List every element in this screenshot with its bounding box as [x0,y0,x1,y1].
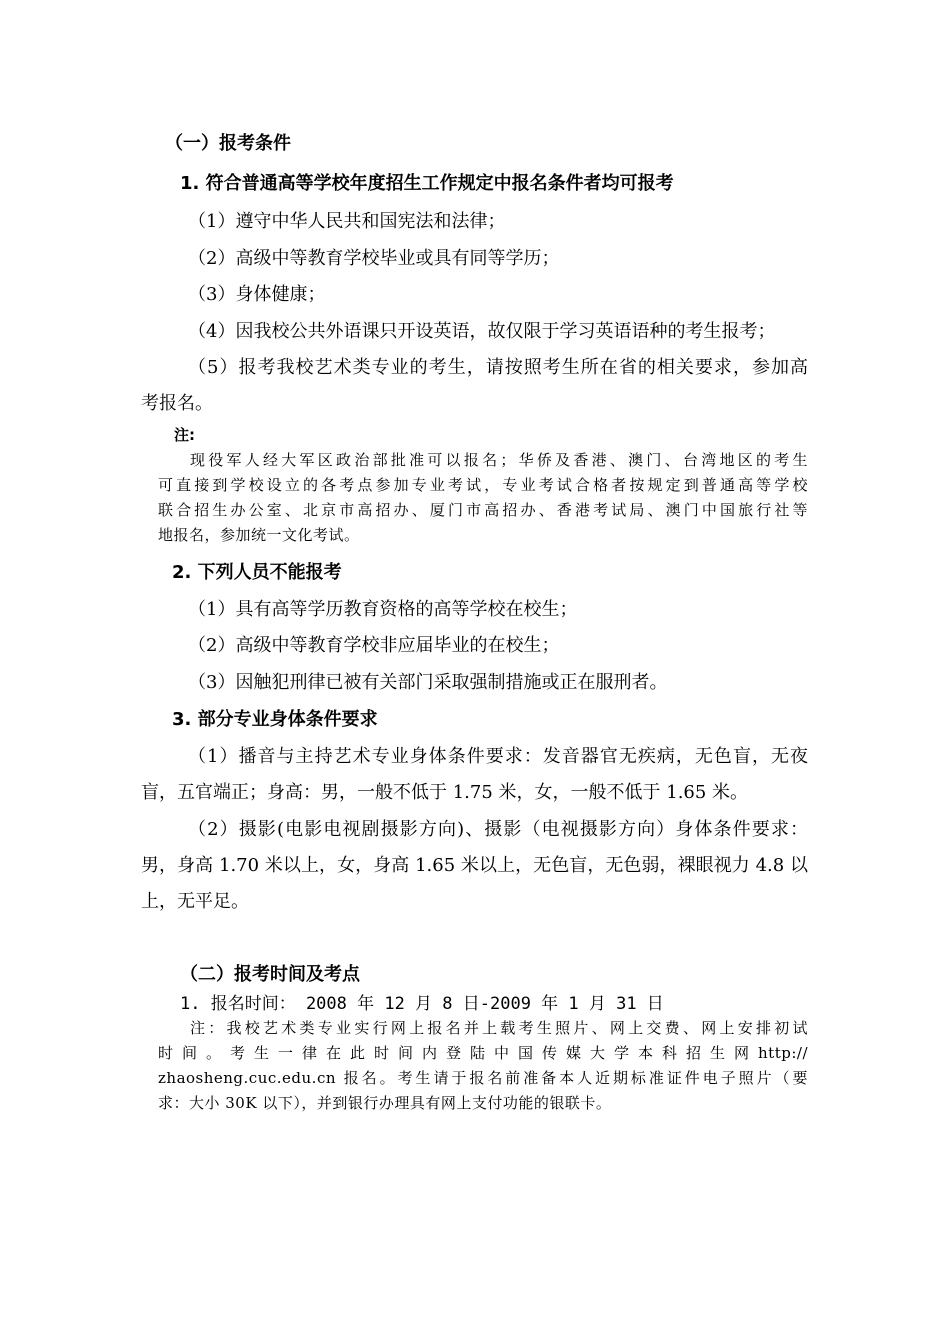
item-title-physical: 3. 部分专业身体条件要求 [172,709,378,730]
list-item: （2）高级中等教育学校非应届毕业的在校生； [188,635,560,656]
section-heading-requirements: （一）报考条件 [165,133,291,154]
note-text: 时 间 。 考 生 一 律 在 此 时 间 内 登 陆 中 国 传 媒 大 学 本 科 招 生 网 http:// [158,1044,808,1062]
list-item: （1）播音与主持艺术专业身体条件要求：发音器官无疾病，无色盲，无夜 [188,746,808,767]
note-text: zhaosheng.cuc.edu.cn 报名。考生请于报名前准备本人近期标准证件电子照片（要 [158,1069,808,1087]
list-item: （1）遵守中华人民共和国宪法和法律； [188,211,506,232]
item-title-ineligible: 2. 下列人员不能报考 [172,562,342,583]
note-text: 注：我校艺术类专业实行网上报名并上载考生照片、网上交费、网上安排初试 [190,1019,808,1037]
list-item: （2）摄影(电影电视剧摄影方向)、摄影（电视摄影方向）身体条件要求： [188,819,808,840]
note-text: 可直接到学校设立的各考点参加专业考试，专业考试合格者按规定到普通高等学校 [158,476,808,494]
list-item-continuation: 盲，五官端正；身高：男，一般不低于 1.75 米，女，一般不低于 1.65 米。 [141,782,749,803]
section-heading-schedule: （二）报考时间及考点 [180,964,360,985]
list-item-continuation: 上，无平足。 [141,891,249,912]
note-text: 联合招生办公室、北京市高招办、厦门市高招办、香港考试局、澳门中国旅行社等 [158,501,808,519]
list-item: （2）高级中等教育学校毕业或具有同等学历； [188,248,560,269]
note-text: 求：大小 30K 以下），并到银行办理具有网上支付功能的银联卡。 [158,1094,612,1112]
note-text: 地报名，参加统一文化考试。 [158,526,360,544]
item-title-eligibility: 1. 符合普通高等学校年度招生工作规定中报名条件者均可报考 [180,173,674,194]
list-item: （5）报考我校艺术类专业的考生，请按照考生所在省的相关要求，参加高 [188,357,808,378]
list-item: （3）身体健康； [188,284,326,305]
list-item: （3）因触犯刑律已被有关部门采取强制措施或正在服刑者。 [188,672,668,693]
note-text: 现役军人经大军区政治部批准可以报名；华侨及香港、澳门、台湾地区的考生 [190,451,808,469]
list-item: （1）具有高等学历教育资格的高等学校在校生； [188,599,578,620]
list-item-continuation: 考报名。 [141,393,213,414]
list-item: （4）因我校公共外语课只开设英语，故仅限于学习英语语种的考生报考； [188,321,776,342]
list-item-continuation: 男，身高 1.70 米以上，女，身高 1.65 米以上，无色盲，无色弱，裸眼视力 4.8 以 [141,855,808,876]
item-title-registration-time: 1. 报名时间： 2008 年 12 月 8 日-2009 年 1 月 31 日 [180,994,664,1014]
note-label: 注: [174,426,195,444]
